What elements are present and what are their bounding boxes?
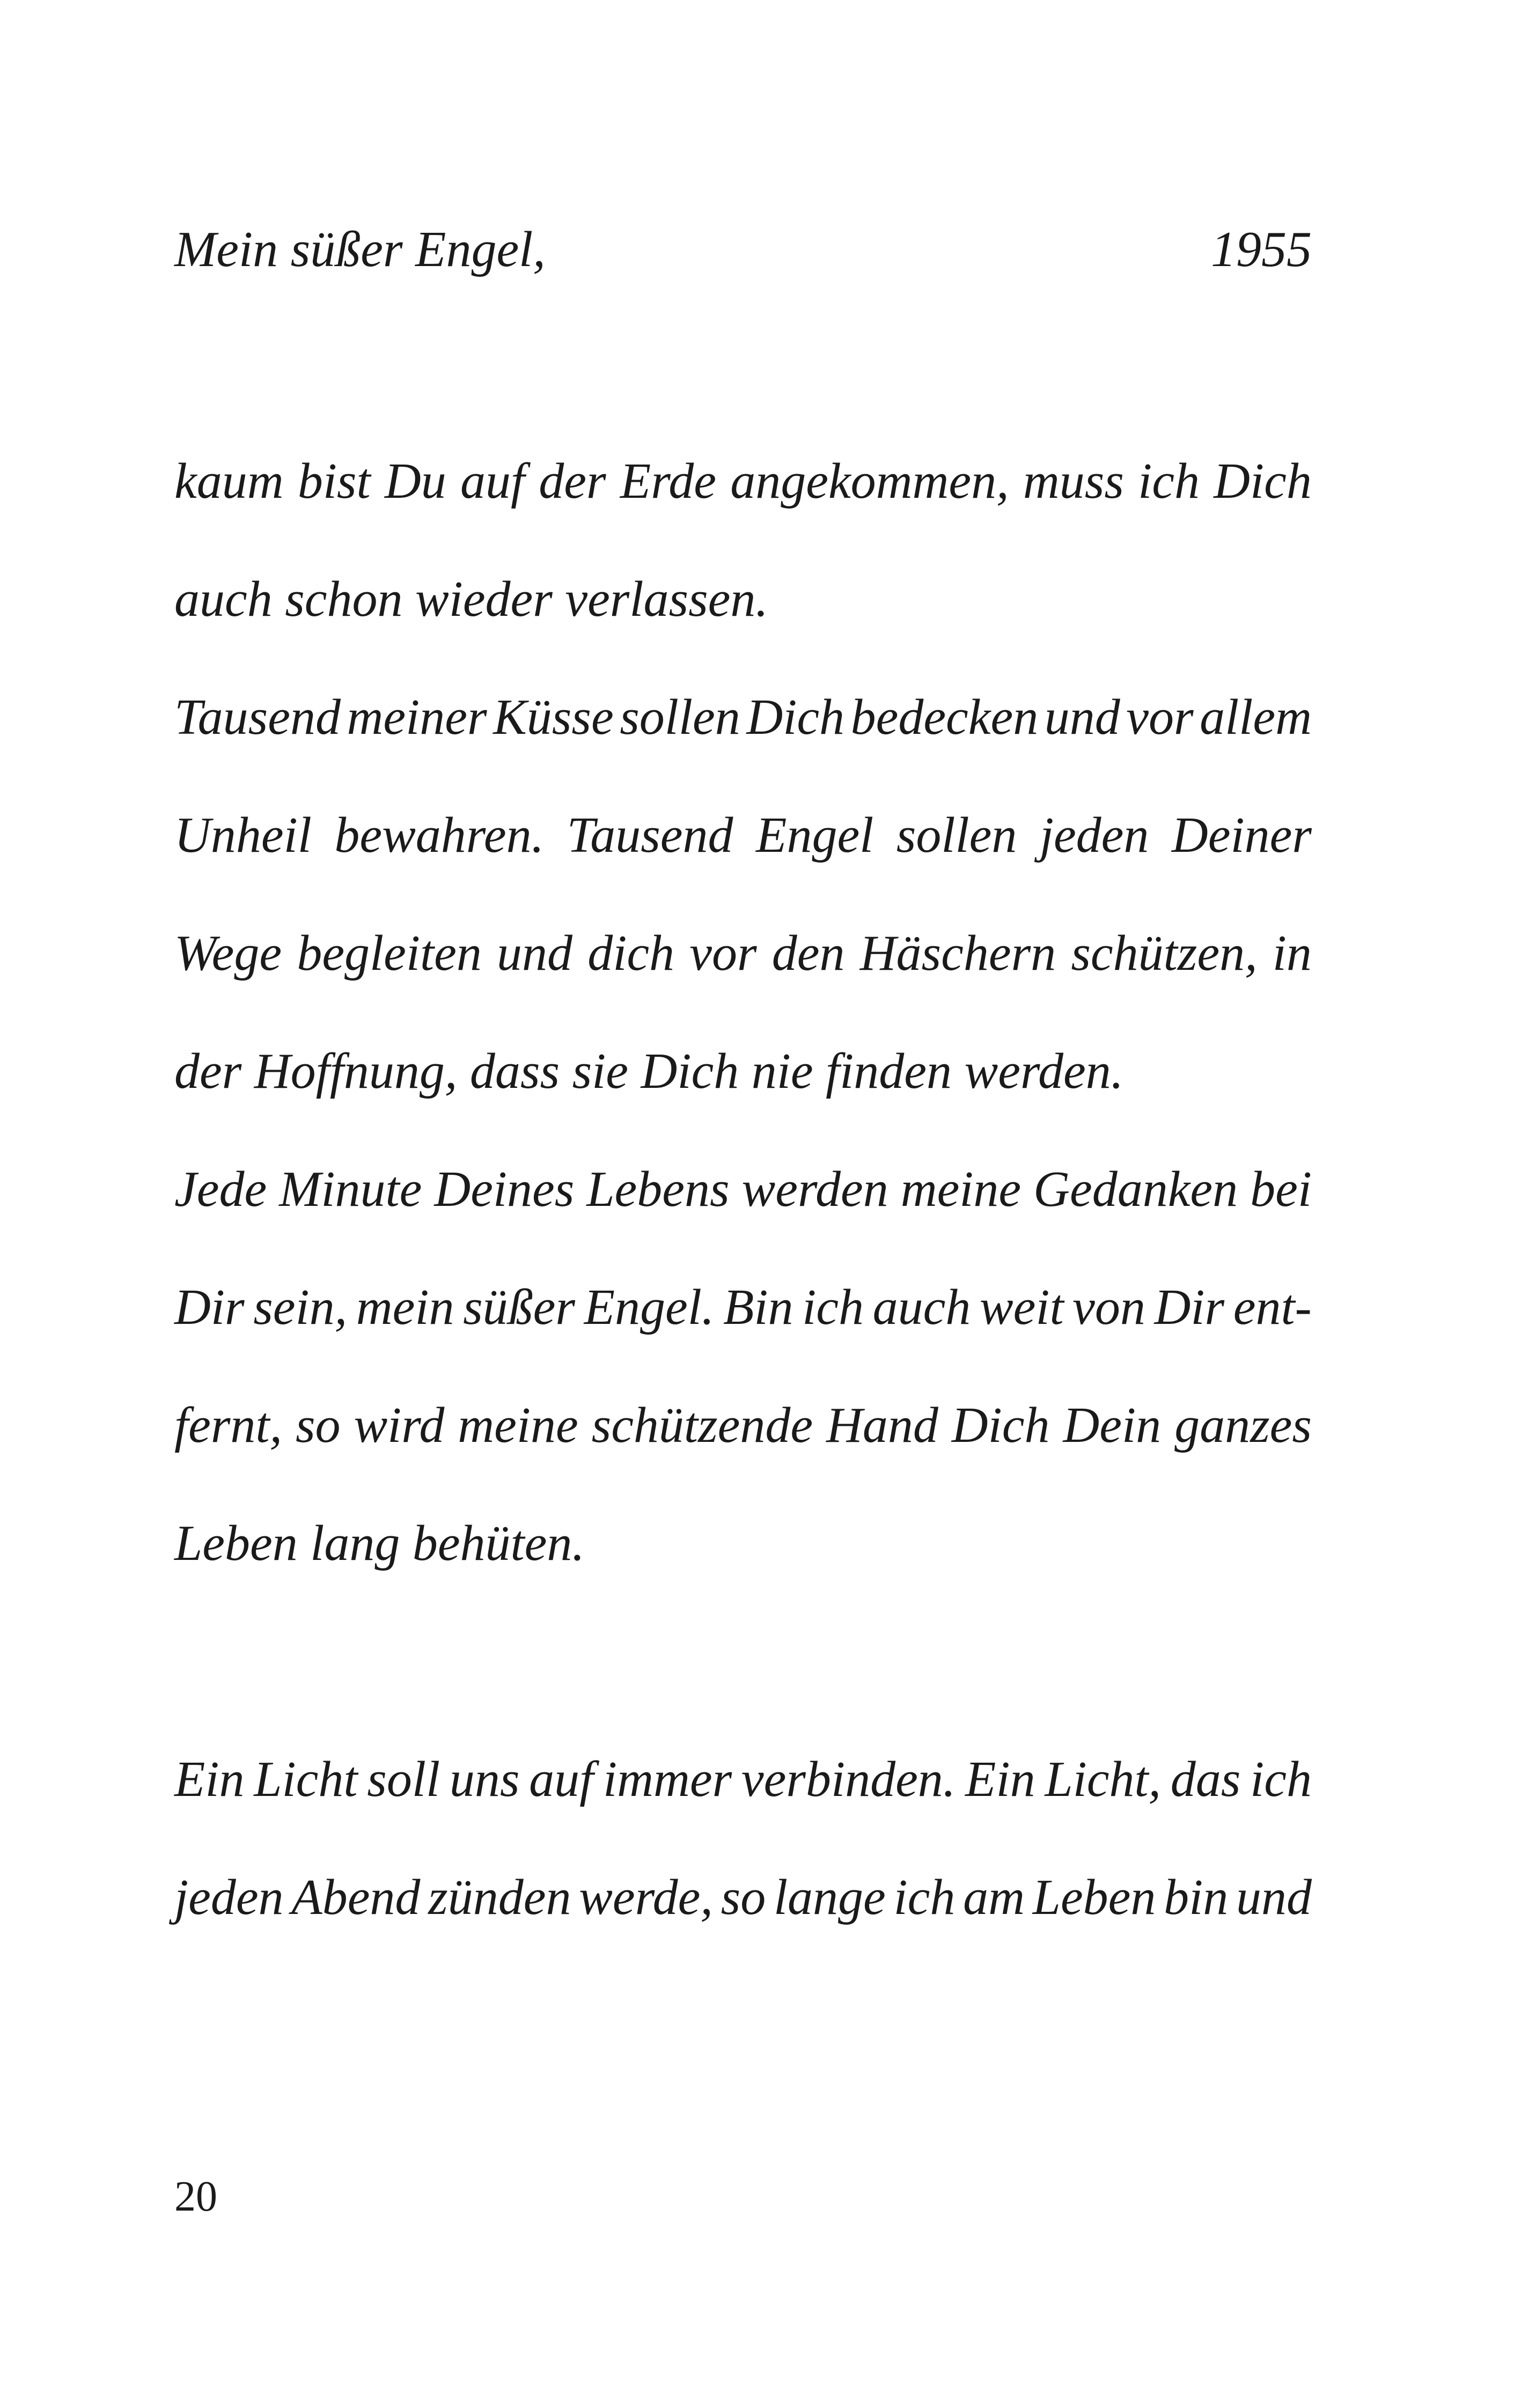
word: Hand [826, 1397, 938, 1453]
word: fernt, [174, 1397, 283, 1453]
text-line [174, 1739, 1312, 1857]
word: jeden [174, 1869, 284, 1925]
word: süßer [463, 1279, 575, 1335]
text-line [174, 441, 1312, 559]
word: ganzes [1174, 1397, 1312, 1453]
text-line: auch schon wieder verlassen. [174, 571, 768, 627]
word: ich [802, 1279, 864, 1335]
word: Unheil [174, 807, 312, 863]
word: werden [741, 1161, 888, 1217]
word: Tausend [174, 689, 341, 745]
word: immer [603, 1751, 732, 1807]
word: Erde [620, 453, 717, 509]
page-number: 20 [174, 2173, 217, 2220]
word: bewahren. [334, 807, 545, 863]
text-line [174, 1149, 1312, 1267]
word: Wege [174, 925, 282, 981]
word: sollen [620, 689, 740, 745]
word: mein [356, 1279, 454, 1335]
word: ent- [1233, 1279, 1312, 1335]
word: schützende [591, 1397, 813, 1453]
word: begleiten [297, 925, 482, 981]
word: Du [384, 453, 446, 509]
text-line [174, 1857, 1312, 1975]
word: soll [367, 1751, 440, 1807]
word: jeden [1039, 807, 1149, 863]
word: in [1272, 925, 1312, 981]
word: und [1236, 1869, 1312, 1925]
word: Dich [951, 1397, 1050, 1453]
word: Leben [1032, 1869, 1156, 1925]
word: bist [297, 453, 371, 509]
word: Licht [254, 1751, 358, 1807]
word: muss [1023, 453, 1124, 509]
word: Minute [279, 1161, 422, 1217]
word: lange [773, 1869, 886, 1925]
text-line [174, 795, 1312, 913]
word: ich [1138, 453, 1200, 509]
word: auch [872, 1279, 971, 1335]
word: Jede [174, 1161, 267, 1217]
text-line [174, 1385, 1312, 1503]
word: bin [1164, 1869, 1229, 1925]
word: Bin [723, 1279, 793, 1335]
word: das [1170, 1751, 1241, 1807]
word: bedecken [850, 689, 1039, 745]
word: Dir [174, 1279, 245, 1335]
word: Licht, [1045, 1751, 1162, 1807]
text-line [174, 913, 1312, 1031]
word: wird [354, 1397, 445, 1453]
word: zünden [428, 1869, 571, 1925]
letter-year: 1955 [1211, 222, 1312, 277]
text-line: der Hoffnung, dass sie Dich nie finden werden. [174, 1043, 1124, 1099]
text-line [174, 1267, 1312, 1385]
word: Dir [1154, 1279, 1225, 1335]
paragraph-gap [174, 1621, 1312, 1739]
word: meiner [347, 689, 487, 745]
word: vor [689, 925, 757, 981]
word: bei [1250, 1161, 1312, 1217]
word: der [539, 453, 606, 509]
word: Dich [1214, 453, 1312, 509]
word: werde, [579, 1869, 713, 1925]
word: am [963, 1869, 1025, 1925]
letter-body [174, 441, 1312, 1975]
word: ich [893, 1869, 956, 1925]
word: auf [529, 1751, 594, 1807]
word: schützen, [1071, 925, 1258, 981]
word: dich [587, 925, 675, 981]
word: Engel. [584, 1279, 715, 1335]
text-line [174, 677, 1312, 795]
letter-salutation: Mein süßer Engel, [174, 222, 546, 277]
word: Dich [746, 689, 845, 745]
word: und [497, 925, 573, 981]
word: Tausend [567, 807, 733, 863]
text-line: Leben lang behüten. [174, 1515, 585, 1571]
word: angekommen, [730, 453, 1009, 509]
word: Dein [1063, 1397, 1162, 1453]
word: weit [979, 1279, 1064, 1335]
word: so [295, 1397, 341, 1453]
word: so [721, 1869, 766, 1925]
word: Engel [756, 807, 874, 863]
word: uns [449, 1751, 520, 1807]
word: meine [458, 1397, 578, 1453]
word: allem [1200, 689, 1312, 745]
word: vor [1126, 689, 1194, 745]
word: Ein [174, 1751, 245, 1807]
word: Küsse [493, 689, 614, 745]
word: und [1044, 689, 1120, 745]
word: sein, [253, 1279, 348, 1335]
word: Häschern [859, 925, 1056, 981]
word: auf [460, 453, 525, 509]
word: Lebens [586, 1161, 730, 1217]
word: Gedanken [1033, 1161, 1238, 1217]
word: Abend [291, 1869, 421, 1925]
word: meine [900, 1161, 1022, 1217]
word: ich [1250, 1751, 1312, 1807]
letter-header [174, 209, 1312, 290]
word: Deiner [1171, 807, 1312, 863]
word: kaum [174, 453, 284, 509]
word: Ein [965, 1751, 1035, 1807]
word: Deines [434, 1161, 575, 1217]
word: verbinden. [741, 1751, 956, 1807]
word: von [1072, 1279, 1145, 1335]
word: den [771, 925, 845, 981]
word: sollen [896, 807, 1017, 863]
